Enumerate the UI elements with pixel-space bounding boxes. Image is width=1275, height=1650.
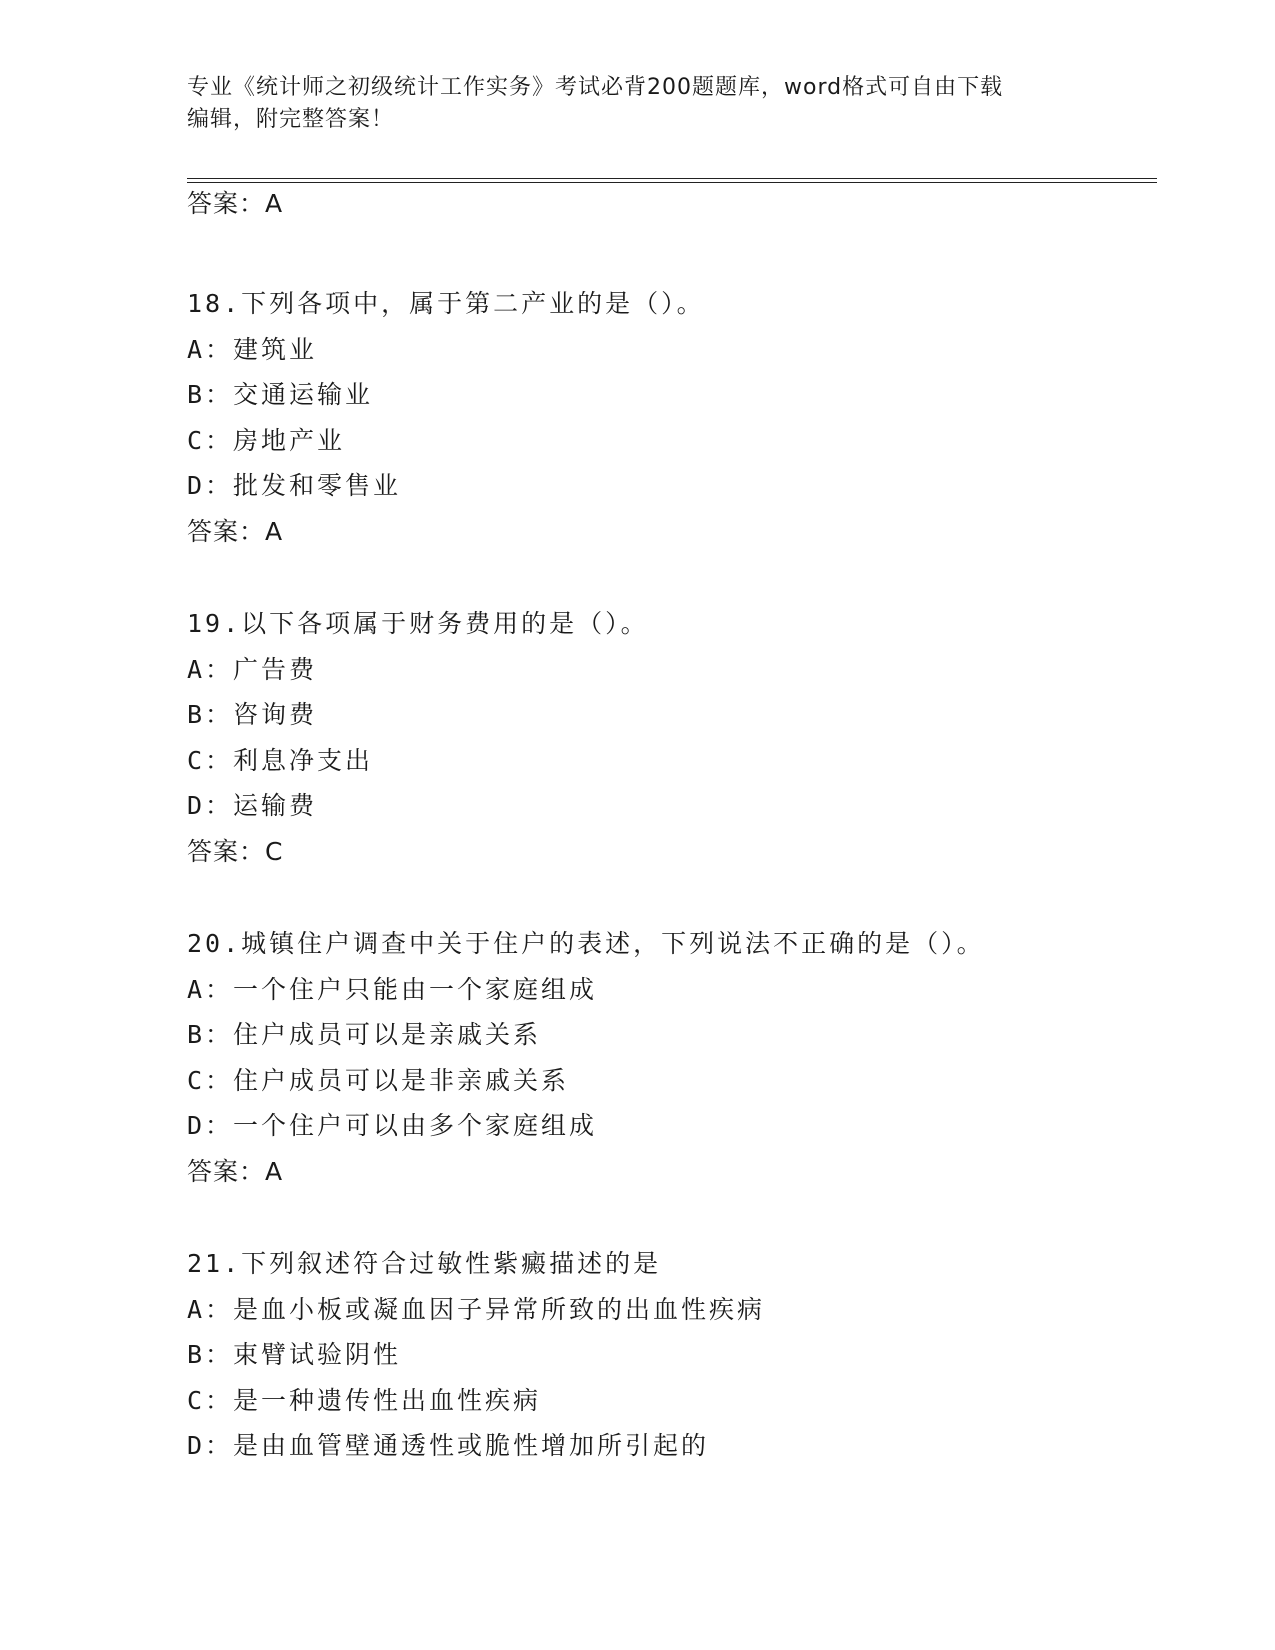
option-b: B：咨询费	[187, 700, 318, 729]
answer-line: 答案：C	[187, 836, 284, 866]
document-header	[187, 72, 1087, 136]
question-18	[187, 281, 1157, 554]
answer-line: 答案：A	[187, 516, 284, 546]
option-c: C：房地产业	[187, 425, 346, 455]
header-divider	[187, 178, 1157, 183]
answer-line: 答案：A	[187, 1156, 284, 1186]
option-d: D：运输费	[187, 791, 318, 820]
option-a: A：建筑业	[187, 334, 318, 364]
header-line-1: 专业《统计师之初级统计工作实务》考试必背200题题库，word格式可自由下载	[187, 75, 1004, 100]
header-line-2: 编辑，附完整答案！	[187, 107, 395, 132]
option-a: A：广告费	[187, 654, 318, 684]
option-c: C：利息净支出	[187, 745, 374, 775]
question-stem: 21.下列叙述符合过敏性紫癜描述的是	[187, 1249, 662, 1278]
question-19	[187, 601, 1157, 874]
option-a: A：一个住户只能由一个家庭组成	[187, 974, 598, 1004]
question-stem: 19.以下各项属于财务费用的是（）。	[187, 609, 649, 638]
question-stem: 20.城镇住户调查中关于住户的表述，下列说法不正确的是（）。	[187, 929, 985, 958]
option-c: C：住户成员可以是非亲戚关系	[187, 1065, 570, 1095]
question-stem: 18.下列各项中，属于第二产业的是（）。	[187, 289, 705, 318]
option-d: D：一个住户可以由多个家庭组成	[187, 1111, 598, 1140]
question-21	[187, 1241, 1157, 1469]
option-d: D：是由血管壁通透性或脆性增加所引起的	[187, 1431, 710, 1460]
question-20	[187, 921, 1157, 1194]
option-a: A：是血小板或凝血因子异常所致的出血性疾病	[187, 1294, 766, 1324]
option-b: B：住户成员可以是亲戚关系	[187, 1020, 542, 1049]
option-b: B：束臂试验阴性	[187, 1340, 402, 1369]
option-b: B：交通运输业	[187, 380, 374, 409]
previous-answer: 答案：A	[187, 189, 284, 218]
option-c: C：是一种遗传性出血性疾病	[187, 1385, 542, 1415]
option-d: D：批发和零售业	[187, 471, 402, 500]
